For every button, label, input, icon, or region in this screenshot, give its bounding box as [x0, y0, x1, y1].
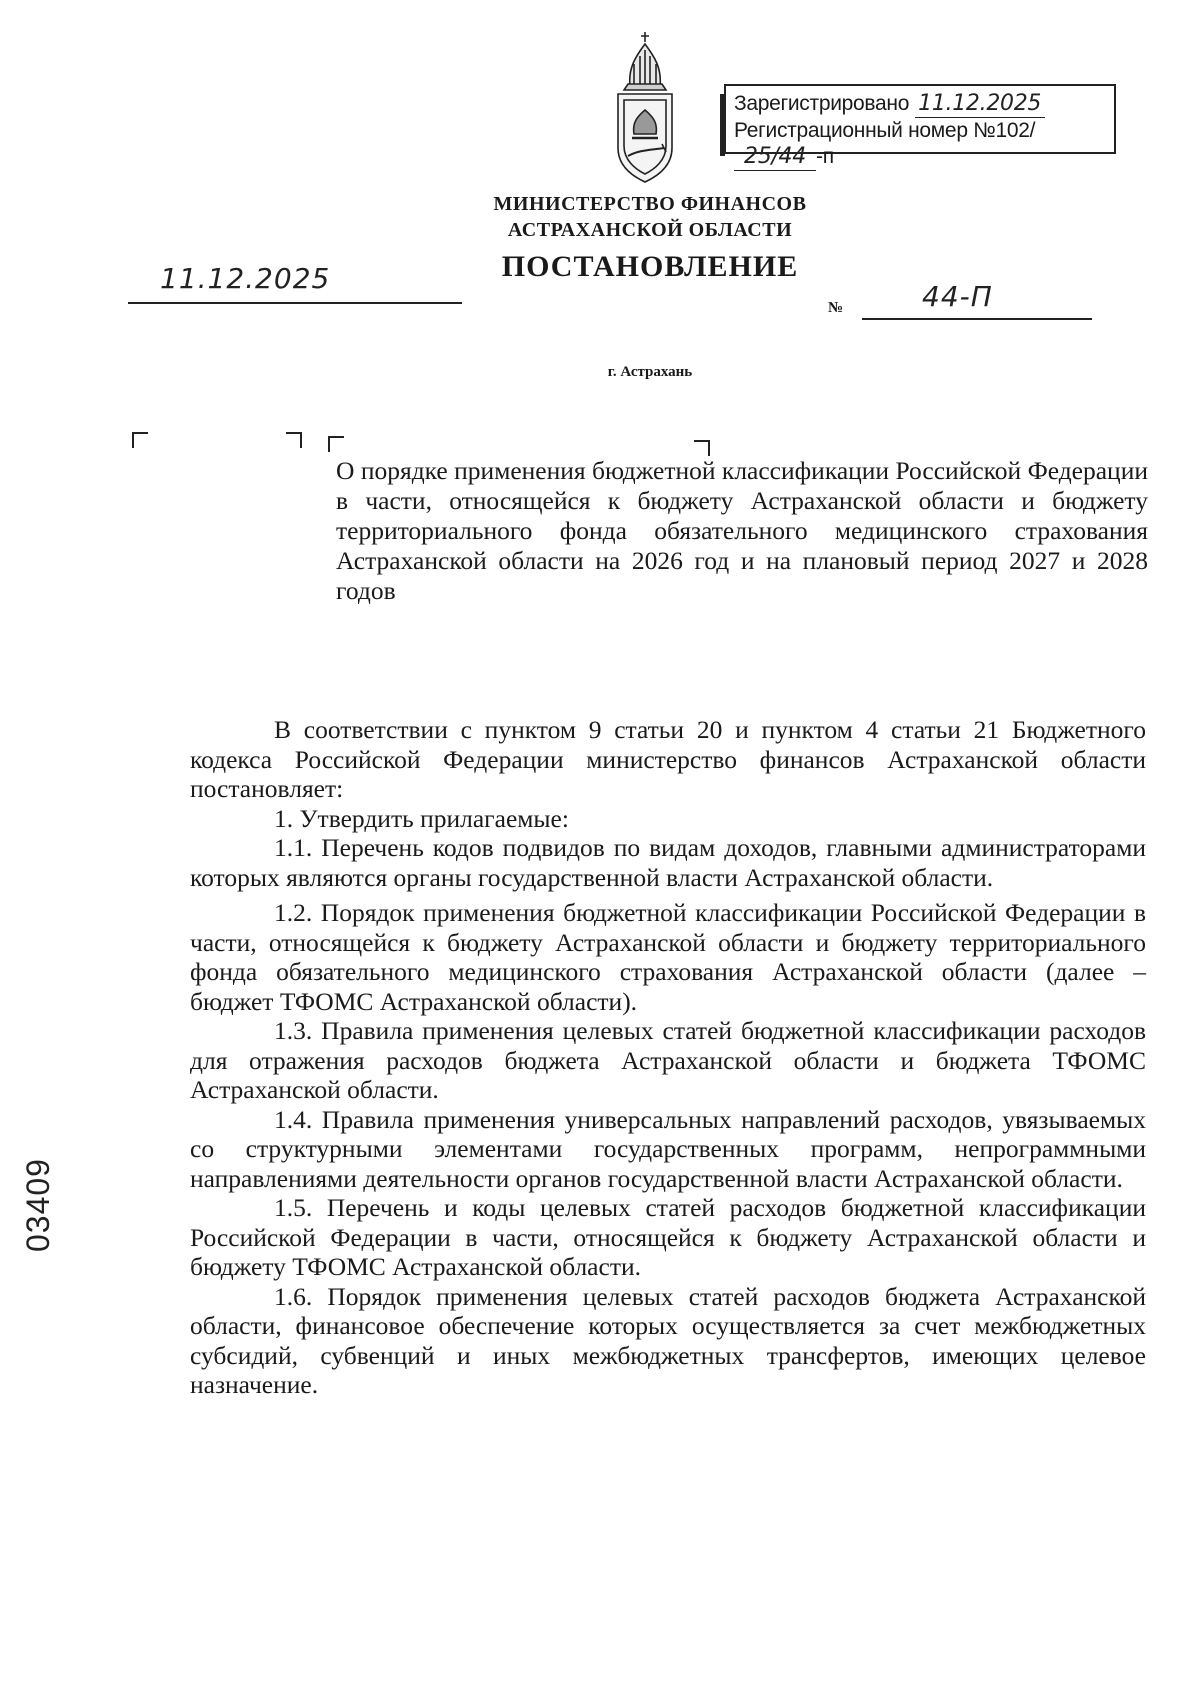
body-item-1-5: 1.5. Перечень и коды целевых статей расходов бюджетной классификации Российской Федерации в части, относящейся к бюджету Астраханской области и бюджету ТФОМС Астраханской области. — [190, 1193, 1146, 1281]
stamp-reg-number-value: 25/44 — [734, 144, 816, 171]
body-item-1: 1. Утвердить прилагаемые: — [274, 803, 569, 833]
body-item-1-6: 1.6. Порядок применения целевых статей расходов бюджета Астраханской области, финансовое обеспечение которых осуществляется за счет межбюджетных субсидий, субвенций и иных межбюджетных трансфертов, имеющих целевое назначение. — [190, 1281, 1146, 1399]
document-body — [190, 715, 1146, 1400]
corner-mark — [132, 432, 148, 448]
corner-mark — [328, 436, 344, 452]
city: г. Астрахань — [607, 364, 693, 380]
document-title: О порядке применения бюджетной классификации Российской Федерации в части, относящейся к бюджету Астраханской области и бюджету территориального фонда обязательного медицинского страхования Астраханской области на 2026 год и на плановый период 2027 и 2028 годов — [336, 456, 1148, 605]
coat-of-arms-emblem — [600, 28, 690, 188]
date-underline — [128, 302, 462, 304]
stamp-registered-row — [734, 91, 1106, 118]
stamp-reg-number-label: Регистрационный номер №102/ — [734, 119, 1036, 142]
stamp-reg-number-suffix: -п — [816, 145, 834, 168]
body-item-1-1: 1.1. Перечень кодов подвидов по видам доходов, главными администраторами которых являются органы государственной власти Астраханской области. — [190, 833, 1146, 892]
document-type: ПОСТАНОВЛЕНИЕ — [501, 250, 799, 283]
side-serial-number: 03409 — [20, 1158, 56, 1252]
ministry-name-line2: АСТРАХАНСКОЙ ОБЛАСТИ — [507, 219, 793, 241]
stamp-registered-label: Зарегистрировано — [734, 92, 910, 115]
body-item-1-4: 1.4. Правила применения универсальных направлений расходов, увязываемых со структурными элементами государственных программ, непрограммными направлениями деятельности органов государственной власти Астраханской области. — [190, 1104, 1146, 1193]
document-number: 44-П — [922, 280, 993, 313]
body-intro: В соответствии с пунктом 9 статьи 20 и пунктом 4 статьи 21 Бюджетного кодекса Российской Федерации министерство финансов Астраханской области постановляет: — [190, 715, 1146, 803]
corner-mark — [286, 432, 302, 448]
corner-mark — [694, 440, 710, 456]
registration-stamp — [724, 84, 1116, 169]
stamp-registered-date: 11.12.2025 — [915, 91, 1045, 118]
number-label: № — [828, 300, 844, 316]
body-item-1-3: 1.3. Правила применения целевых статей бюджетной классификации расходов для отражения расходов бюджета Астраханской области и бюджета ТФОМС Астраханской области. — [190, 1016, 1146, 1104]
body-item-1-2: 1.2. Порядок применения бюджетной классификации Российской Федерации в части, относящейся к бюджету Астраханской области и бюджету территориального фонда обязательного медицинского страхования Астраханской области (далее – бюджет ТФОМС Астраханской области). — [190, 898, 1146, 1016]
stamp-reg-number-row — [734, 118, 1106, 171]
ministry-name-line1: МИНИСТЕРСТВО ФИНАНСОВ — [493, 193, 807, 215]
document-date: 11.12.2025 — [160, 262, 331, 295]
number-underline — [862, 318, 1092, 320]
